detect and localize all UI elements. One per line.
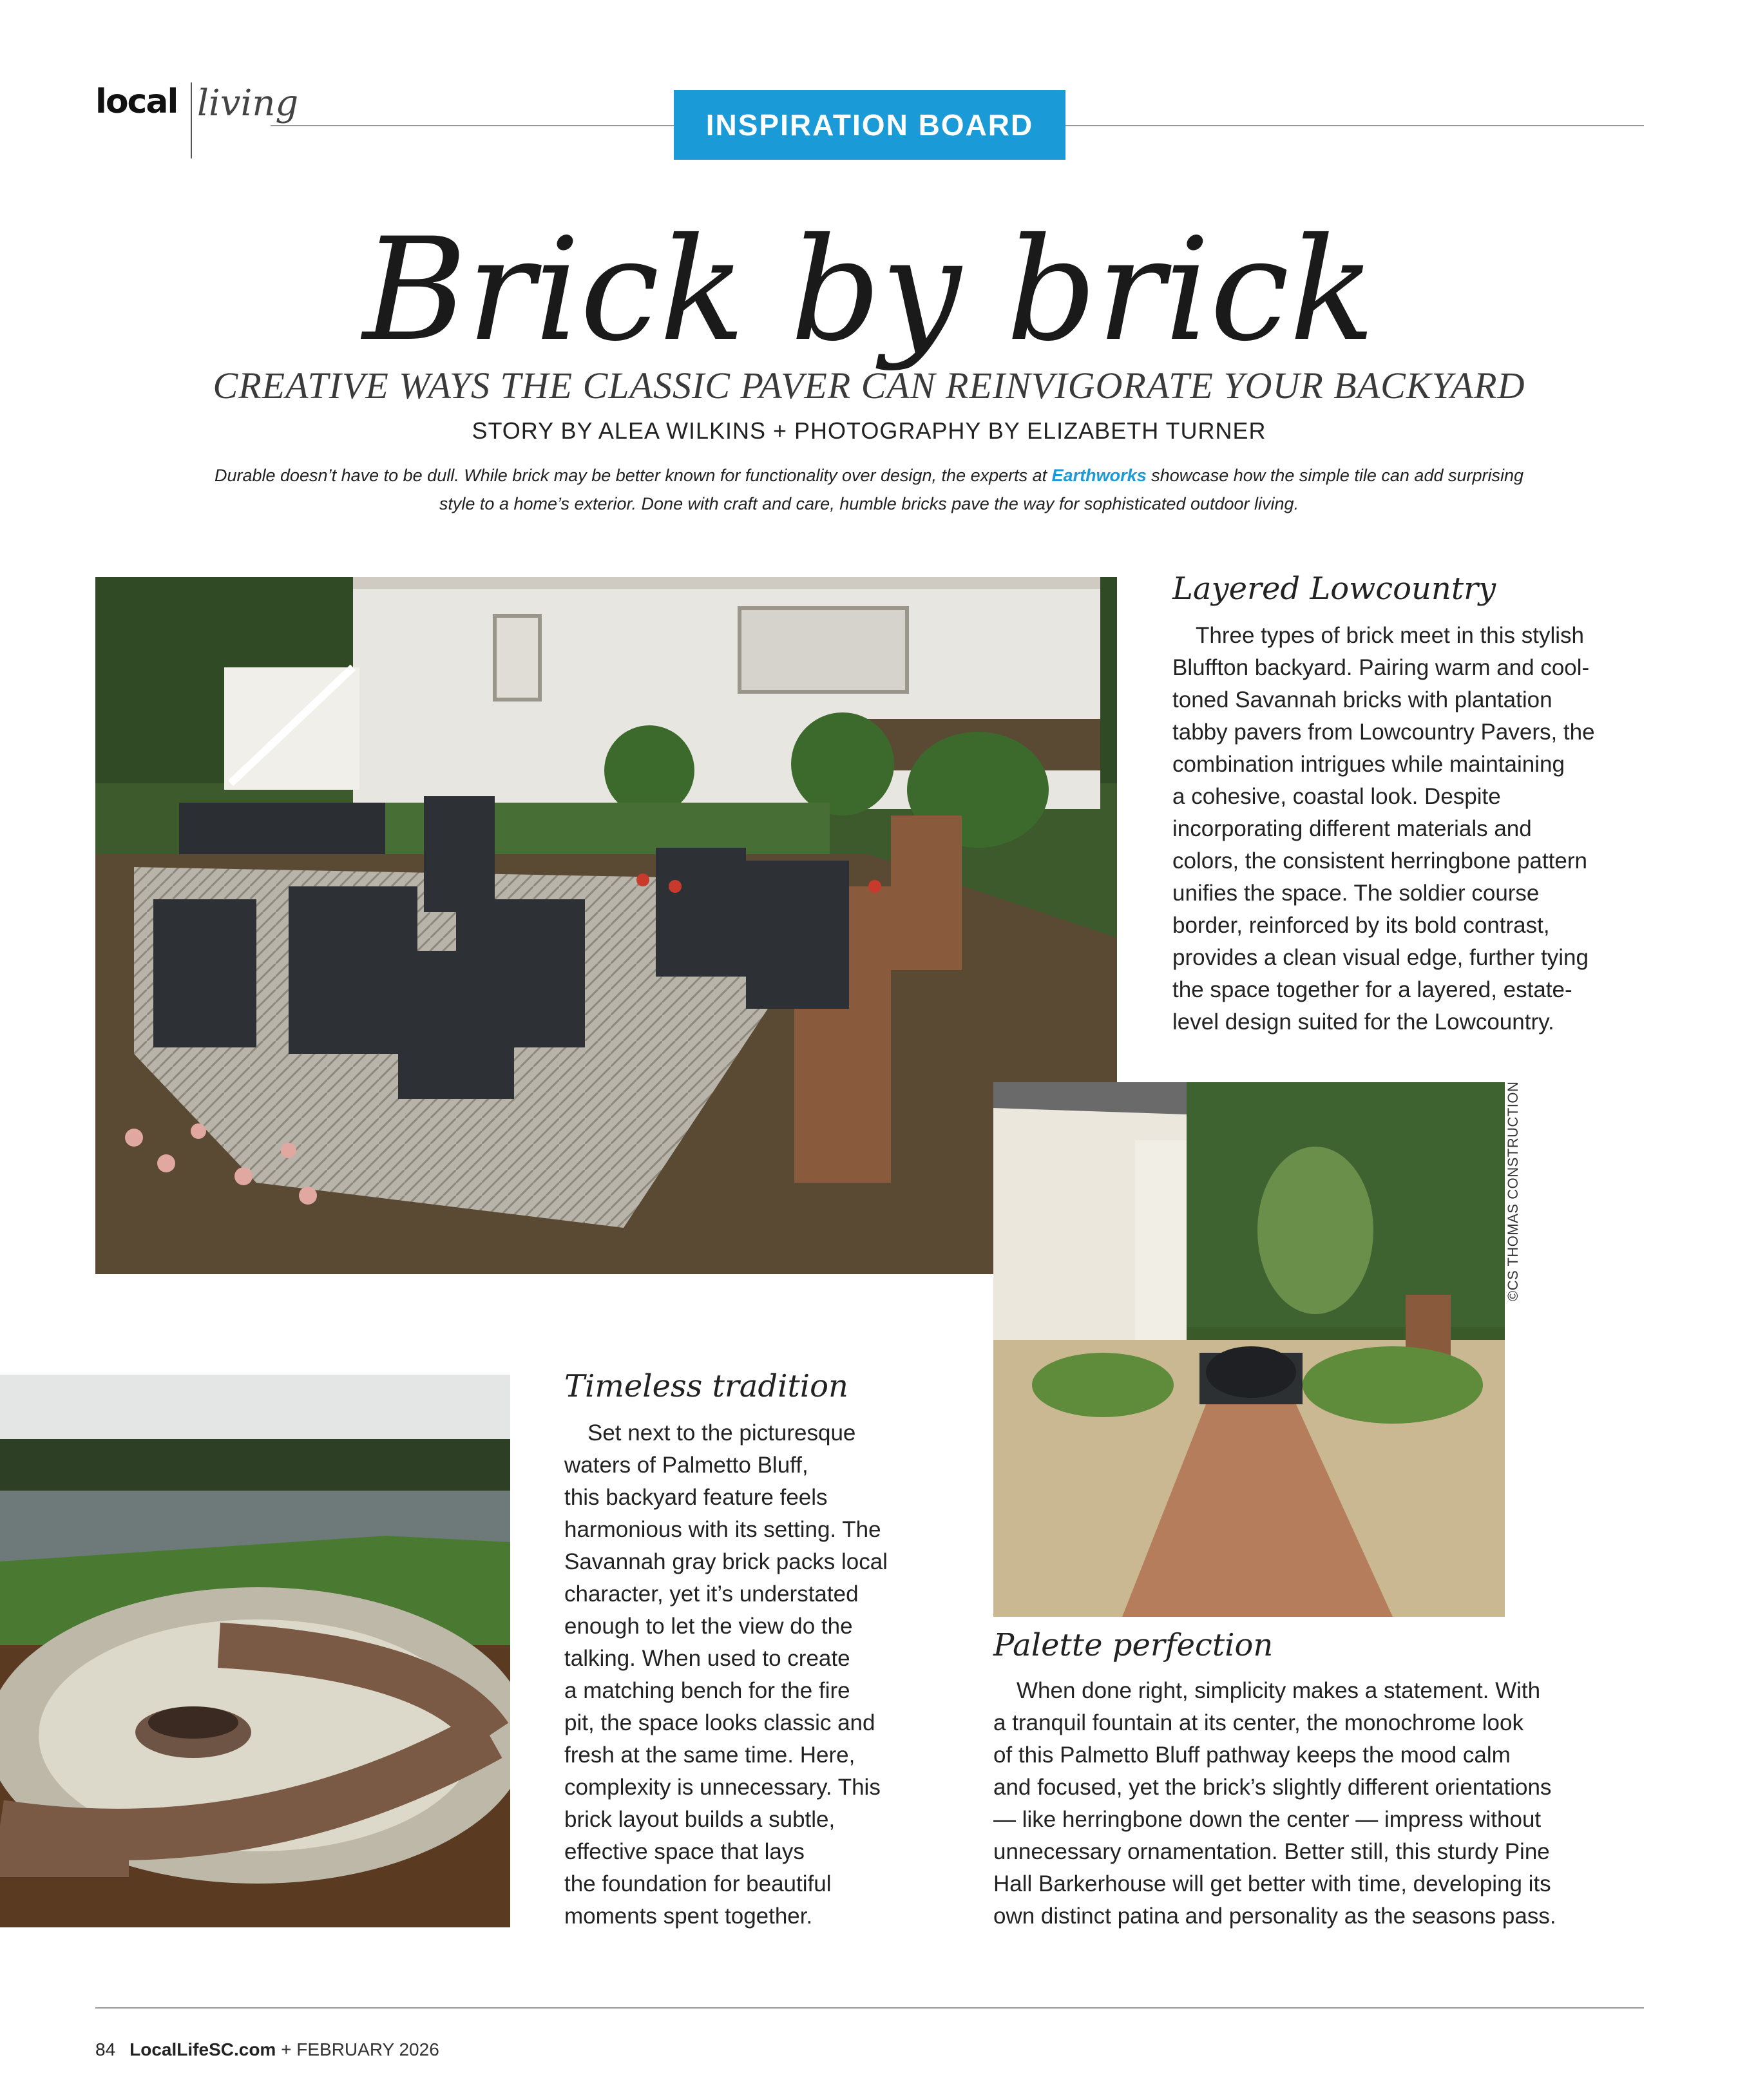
footer-rule [95, 2007, 1644, 2009]
footer [95, 2039, 439, 2060]
logo-living: living [197, 82, 299, 124]
intro-paragraph [213, 461, 1525, 518]
photo-fountain-pathway [993, 1082, 1505, 1617]
body-layered-lowcountry: Three types of brick meet in this stylish Bluffton backyard. Pairing warm and cool- toned Savannah bricks with plantation tabby pavers from Lowcountry Pavers, the combination intrigues while maintaining a cohesive, coastal look. Despite incorporating different materials and colors, the consistent herringbone pattern unifies the space. The soldier course border, reinforced by its bold contrast, provides a clean visual edge, further tying the space together for a layered, estate- level design suited for the Lowcountry. [1172, 623, 1595, 1035]
photo-credit [1505, 1082, 1531, 1301]
body-timeless-tradition: Set next to the picturesque waters of Palmetto Bluff, this backyard feature feels harmonious with its setting. The Savannah gray brick packs local character, yet it’s understated enough to let the view do the talking. When used to create a matching bench for the fire pit, the space looks classic and fresh at the same time. Here, complexity is unnecessary. This brick layout builds a subtle, effective space that lays the foundation for beautiful moments spent together. [564, 1420, 888, 1929]
footer-site: LocalLifeSC.com [129, 2039, 276, 2059]
photo-backyard-patio [95, 577, 1117, 1274]
heading-layered-lowcountry: Layered Lowcountry [1172, 571, 1496, 607]
intro-brand-link: Earthworks [1051, 466, 1147, 485]
page-title: Brick by brick [363, 207, 1375, 372]
section-banner: INSPIRATION BOARD [674, 90, 1065, 160]
logo-local: local [95, 82, 178, 121]
logo-divider [191, 82, 192, 158]
page-number: 84 [95, 2039, 116, 2059]
heading-timeless-tradition: Timeless tradition [564, 1368, 848, 1404]
intro-text-start: Durable doesn’t have to be dull. While brick may be better known for functionality over design, the experts at [214, 466, 1052, 485]
intro-text-end: showcase how the simple tile can add surprising style to a home’s exterior. Done with craft and care, humble bricks pave the way for sophisticated outdoor living. [439, 466, 1524, 513]
footer-issue: + FEBRUARY 2026 [281, 2039, 439, 2059]
byline: STORY BY ALEA WILKINS + PHOTOGRAPHY BY ELIZABETH TURNER [472, 417, 1266, 444]
heading-palette-perfection: Palette perfection [993, 1627, 1274, 1663]
body-palette-perfection: When done right, simplicity makes a statement. With a tranquil fountain at its center, the monochrome look of this Palmetto Bluff pathway keeps the mood calm and focused, yet the brick’s slightly different orientations — like herringbone down the center — impress without unnecessary ornamentation. Better still, this sturdy Pine Hall Barkerhouse will get better with time, developing its own distinct patina and personality as the seasons pass. [993, 1678, 1556, 1929]
photo-fire-pit [0, 1375, 510, 1927]
page-subtitle: CREATIVE WAYS THE CLASSIC PAVER CAN REINVIGORATE YOUR BACKYARD [213, 365, 1525, 406]
photo-credit-text: ©CS THOMAS CONSTRUCTION [1505, 1081, 1521, 1301]
